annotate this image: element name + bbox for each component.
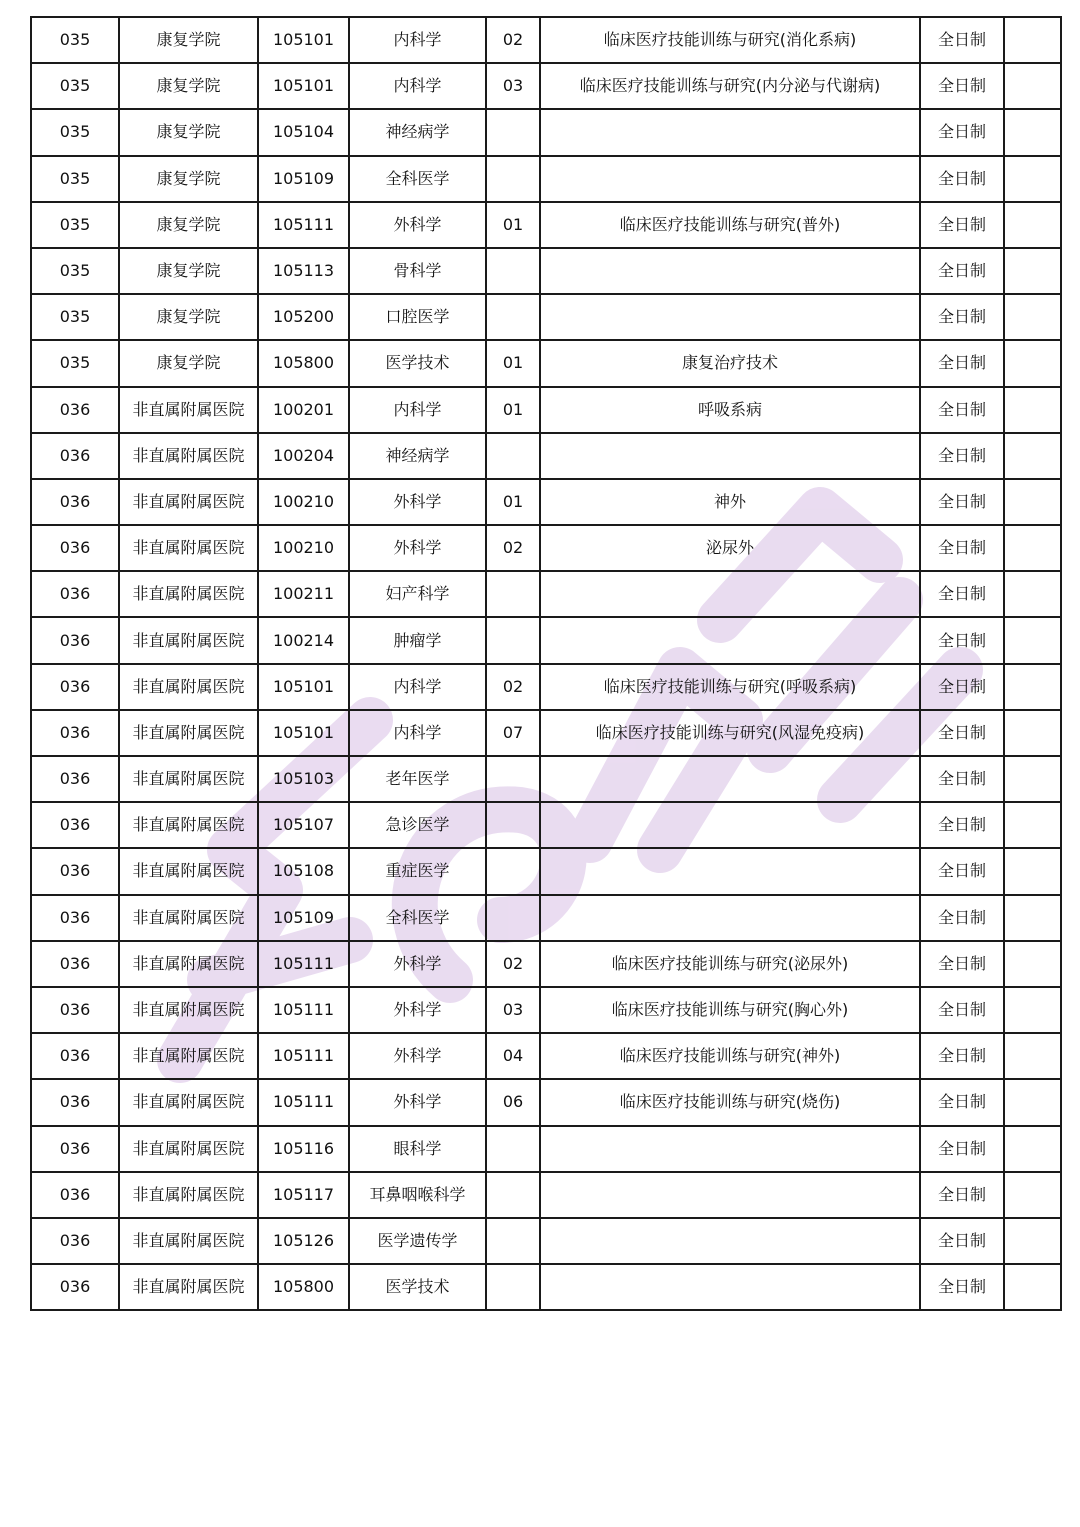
direction-name-cell — [540, 1172, 920, 1218]
note-cell — [1004, 941, 1061, 987]
college-name-cell: 康复学院 — [119, 248, 258, 294]
note-cell — [1004, 1218, 1061, 1264]
note-cell — [1004, 664, 1061, 710]
direction-code-cell — [486, 1218, 540, 1264]
study-mode-cell: 全日制 — [920, 571, 1004, 617]
college-name-cell: 非直属附属医院 — [119, 525, 258, 571]
enrollment-table — [30, 16, 1062, 1311]
major-name-cell: 眼科学 — [349, 1126, 486, 1172]
note-cell — [1004, 802, 1061, 848]
study-mode-cell: 全日制 — [920, 17, 1004, 63]
major-code-cell: 105111 — [258, 1033, 349, 1079]
unit-code-cell: 035 — [31, 294, 119, 340]
unit-code-cell: 036 — [31, 1033, 119, 1079]
unit-code-cell: 036 — [31, 617, 119, 663]
direction-code-cell: 02 — [486, 941, 540, 987]
major-name-cell: 骨科学 — [349, 248, 486, 294]
major-code-cell: 105200 — [258, 294, 349, 340]
college-name-cell: 康复学院 — [119, 202, 258, 248]
college-name-cell: 康复学院 — [119, 156, 258, 202]
direction-name-cell: 临床医疗技能训练与研究(内分泌与代谢病) — [540, 63, 920, 109]
major-name-cell: 神经病学 — [349, 433, 486, 479]
unit-code-cell: 036 — [31, 1218, 119, 1264]
major-name-cell: 重症医学 — [349, 848, 486, 894]
note-cell — [1004, 109, 1061, 155]
direction-code-cell — [486, 848, 540, 894]
direction-name-cell: 临床医疗技能训练与研究(风湿免疫病) — [540, 710, 920, 756]
table-row — [31, 63, 1061, 109]
study-mode-cell: 全日制 — [920, 802, 1004, 848]
direction-code-cell — [486, 248, 540, 294]
unit-code-cell: 036 — [31, 1079, 119, 1125]
major-code-cell: 105111 — [258, 1079, 349, 1125]
unit-code-cell: 036 — [31, 802, 119, 848]
major-code-cell: 100210 — [258, 479, 349, 525]
college-name-cell: 非直属附属医院 — [119, 1172, 258, 1218]
direction-code-cell: 02 — [486, 525, 540, 571]
direction-name-cell: 临床医疗技能训练与研究(神外) — [540, 1033, 920, 1079]
study-mode-cell: 全日制 — [920, 710, 1004, 756]
direction-code-cell — [486, 1172, 540, 1218]
direction-name-cell: 临床医疗技能训练与研究(消化系病) — [540, 17, 920, 63]
direction-name-cell: 临床医疗技能训练与研究(烧伤) — [540, 1079, 920, 1125]
study-mode-cell: 全日制 — [920, 1264, 1004, 1310]
direction-code-cell: 03 — [486, 63, 540, 109]
college-name-cell: 非直属附属医院 — [119, 1264, 258, 1310]
major-name-cell: 耳鼻咽喉科学 — [349, 1172, 486, 1218]
note-cell — [1004, 387, 1061, 433]
table-row — [31, 1126, 1061, 1172]
unit-code-cell: 036 — [31, 710, 119, 756]
table-row — [31, 1264, 1061, 1310]
table-row — [31, 109, 1061, 155]
direction-code-cell — [486, 433, 540, 479]
major-code-cell: 105101 — [258, 710, 349, 756]
direction-code-cell — [486, 756, 540, 802]
note-cell — [1004, 895, 1061, 941]
unit-code-cell: 036 — [31, 387, 119, 433]
direction-name-cell: 临床医疗技能训练与研究(胸心外) — [540, 987, 920, 1033]
note-cell — [1004, 248, 1061, 294]
unit-code-cell: 036 — [31, 433, 119, 479]
study-mode-cell: 全日制 — [920, 895, 1004, 941]
study-mode-cell: 全日制 — [920, 987, 1004, 1033]
unit-code-cell: 036 — [31, 525, 119, 571]
college-name-cell: 非直属附属医院 — [119, 571, 258, 617]
study-mode-cell: 全日制 — [920, 617, 1004, 663]
college-name-cell: 非直属附属医院 — [119, 941, 258, 987]
table-row — [31, 156, 1061, 202]
direction-name-cell: 呼吸系病 — [540, 387, 920, 433]
college-name-cell: 非直属附属医院 — [119, 710, 258, 756]
major-code-cell: 100211 — [258, 571, 349, 617]
unit-code-cell: 036 — [31, 1126, 119, 1172]
college-name-cell: 非直属附属医院 — [119, 1218, 258, 1264]
direction-code-cell — [486, 156, 540, 202]
study-mode-cell: 全日制 — [920, 941, 1004, 987]
table-row — [31, 1218, 1061, 1264]
college-name-cell: 康复学院 — [119, 340, 258, 386]
direction-name-cell — [540, 802, 920, 848]
study-mode-cell: 全日制 — [920, 1033, 1004, 1079]
major-code-cell: 105107 — [258, 802, 349, 848]
college-name-cell: 非直属附属医院 — [119, 1126, 258, 1172]
direction-name-cell — [540, 756, 920, 802]
college-name-cell: 非直属附属医院 — [119, 802, 258, 848]
major-code-cell: 105103 — [258, 756, 349, 802]
unit-code-cell: 036 — [31, 848, 119, 894]
direction-name-cell — [540, 248, 920, 294]
direction-code-cell — [486, 617, 540, 663]
college-name-cell: 非直属附属医院 — [119, 895, 258, 941]
table-row — [31, 571, 1061, 617]
direction-code-cell: 01 — [486, 479, 540, 525]
college-name-cell: 非直属附属医院 — [119, 387, 258, 433]
study-mode-cell: 全日制 — [920, 340, 1004, 386]
unit-code-cell: 036 — [31, 1264, 119, 1310]
table-row — [31, 248, 1061, 294]
direction-name-cell — [540, 571, 920, 617]
major-code-cell: 105800 — [258, 340, 349, 386]
note-cell — [1004, 1172, 1061, 1218]
major-name-cell: 口腔医学 — [349, 294, 486, 340]
direction-name-cell — [540, 848, 920, 894]
major-name-cell: 全科医学 — [349, 895, 486, 941]
note-cell — [1004, 1264, 1061, 1310]
direction-name-cell: 泌尿外 — [540, 525, 920, 571]
direction-name-cell: 神外 — [540, 479, 920, 525]
direction-code-cell — [486, 802, 540, 848]
unit-code-cell: 035 — [31, 17, 119, 63]
direction-name-cell — [540, 617, 920, 663]
major-code-cell: 100214 — [258, 617, 349, 663]
major-name-cell: 内科学 — [349, 710, 486, 756]
direction-code-cell — [486, 109, 540, 155]
college-name-cell: 非直属附属医院 — [119, 848, 258, 894]
table-row — [31, 617, 1061, 663]
study-mode-cell: 全日制 — [920, 756, 1004, 802]
major-name-cell: 内科学 — [349, 63, 486, 109]
table-row — [31, 387, 1061, 433]
table-row — [31, 987, 1061, 1033]
direction-code-cell: 02 — [486, 17, 540, 63]
table-row — [31, 479, 1061, 525]
college-name-cell: 康复学院 — [119, 63, 258, 109]
major-code-cell: 105109 — [258, 156, 349, 202]
major-name-cell: 妇产科学 — [349, 571, 486, 617]
direction-name-cell: 康复治疗技术 — [540, 340, 920, 386]
direction-code-cell — [486, 895, 540, 941]
direction-code-cell: 01 — [486, 340, 540, 386]
unit-code-cell: 036 — [31, 987, 119, 1033]
study-mode-cell: 全日制 — [920, 63, 1004, 109]
note-cell — [1004, 156, 1061, 202]
major-code-cell: 105111 — [258, 941, 349, 987]
note-cell — [1004, 710, 1061, 756]
major-code-cell: 105111 — [258, 987, 349, 1033]
study-mode-cell: 全日制 — [920, 387, 1004, 433]
major-name-cell: 外科学 — [349, 202, 486, 248]
major-name-cell: 外科学 — [349, 479, 486, 525]
college-name-cell: 康复学院 — [119, 294, 258, 340]
table-row — [31, 1033, 1061, 1079]
major-code-cell: 105126 — [258, 1218, 349, 1264]
unit-code-cell: 036 — [31, 941, 119, 987]
study-mode-cell: 全日制 — [920, 294, 1004, 340]
direction-code-cell: 06 — [486, 1079, 540, 1125]
major-name-cell: 医学技术 — [349, 1264, 486, 1310]
note-cell — [1004, 479, 1061, 525]
major-code-cell: 105101 — [258, 63, 349, 109]
unit-code-cell: 035 — [31, 156, 119, 202]
table-row — [31, 433, 1061, 479]
unit-code-cell: 035 — [31, 109, 119, 155]
table-row — [31, 525, 1061, 571]
unit-code-cell: 035 — [31, 340, 119, 386]
major-code-cell: 105108 — [258, 848, 349, 894]
note-cell — [1004, 63, 1061, 109]
direction-code-cell: 03 — [486, 987, 540, 1033]
major-code-cell: 100210 — [258, 525, 349, 571]
major-name-cell: 医学遗传学 — [349, 1218, 486, 1264]
note-cell — [1004, 340, 1061, 386]
direction-code-cell — [486, 571, 540, 617]
study-mode-cell: 全日制 — [920, 479, 1004, 525]
study-mode-cell: 全日制 — [920, 433, 1004, 479]
table-row — [31, 664, 1061, 710]
college-name-cell: 非直属附属医院 — [119, 433, 258, 479]
major-name-cell: 外科学 — [349, 525, 486, 571]
major-name-cell: 外科学 — [349, 941, 486, 987]
direction-name-cell: 临床医疗技能训练与研究(普外) — [540, 202, 920, 248]
table-row — [31, 202, 1061, 248]
study-mode-cell: 全日制 — [920, 525, 1004, 571]
major-code-cell: 100201 — [258, 387, 349, 433]
direction-code-cell — [486, 1126, 540, 1172]
college-name-cell: 非直属附属医院 — [119, 1079, 258, 1125]
table-row — [31, 710, 1061, 756]
direction-code-cell: 07 — [486, 710, 540, 756]
direction-code-cell: 02 — [486, 664, 540, 710]
direction-code-cell — [486, 1264, 540, 1310]
note-cell — [1004, 525, 1061, 571]
table-row — [31, 1079, 1061, 1125]
major-name-cell: 全科医学 — [349, 156, 486, 202]
table-row — [31, 756, 1061, 802]
table-row — [31, 1172, 1061, 1218]
study-mode-cell: 全日制 — [920, 1172, 1004, 1218]
table-row — [31, 294, 1061, 340]
direction-name-cell — [540, 156, 920, 202]
unit-code-cell: 035 — [31, 202, 119, 248]
table-row — [31, 895, 1061, 941]
unit-code-cell: 036 — [31, 664, 119, 710]
direction-name-cell — [540, 109, 920, 155]
study-mode-cell: 全日制 — [920, 664, 1004, 710]
major-name-cell: 医学技术 — [349, 340, 486, 386]
college-name-cell: 非直属附属医院 — [119, 617, 258, 663]
direction-name-cell: 临床医疗技能训练与研究(泌尿外) — [540, 941, 920, 987]
direction-name-cell — [540, 294, 920, 340]
major-name-cell: 内科学 — [349, 17, 486, 63]
college-name-cell: 非直属附属医院 — [119, 1033, 258, 1079]
direction-name-cell: 临床医疗技能训练与研究(呼吸系病) — [540, 664, 920, 710]
study-mode-cell: 全日制 — [920, 1218, 1004, 1264]
major-code-cell: 105101 — [258, 17, 349, 63]
table-row — [31, 848, 1061, 894]
major-code-cell: 105116 — [258, 1126, 349, 1172]
note-cell — [1004, 202, 1061, 248]
table-row — [31, 17, 1061, 63]
college-name-cell: 非直属附属医院 — [119, 479, 258, 525]
table-row — [31, 802, 1061, 848]
major-name-cell: 神经病学 — [349, 109, 486, 155]
major-name-cell: 内科学 — [349, 664, 486, 710]
unit-code-cell: 036 — [31, 571, 119, 617]
direction-name-cell — [540, 433, 920, 479]
direction-code-cell — [486, 294, 540, 340]
major-code-cell: 105800 — [258, 1264, 349, 1310]
note-cell — [1004, 617, 1061, 663]
major-code-cell: 105109 — [258, 895, 349, 941]
direction-code-cell: 01 — [486, 387, 540, 433]
major-name-cell: 外科学 — [349, 1033, 486, 1079]
major-code-cell: 105111 — [258, 202, 349, 248]
note-cell — [1004, 1126, 1061, 1172]
college-name-cell: 非直属附属医院 — [119, 664, 258, 710]
major-code-cell: 105104 — [258, 109, 349, 155]
study-mode-cell: 全日制 — [920, 156, 1004, 202]
unit-code-cell: 035 — [31, 248, 119, 294]
unit-code-cell: 035 — [31, 63, 119, 109]
note-cell — [1004, 1079, 1061, 1125]
unit-code-cell: 036 — [31, 1172, 119, 1218]
note-cell — [1004, 294, 1061, 340]
major-name-cell: 外科学 — [349, 1079, 486, 1125]
direction-name-cell — [540, 1264, 920, 1310]
table-row — [31, 340, 1061, 386]
major-code-cell: 105117 — [258, 1172, 349, 1218]
note-cell — [1004, 571, 1061, 617]
major-name-cell: 外科学 — [349, 987, 486, 1033]
note-cell — [1004, 1033, 1061, 1079]
major-name-cell: 急诊医学 — [349, 802, 486, 848]
major-code-cell: 105113 — [258, 248, 349, 294]
study-mode-cell: 全日制 — [920, 248, 1004, 294]
college-name-cell: 康复学院 — [119, 109, 258, 155]
unit-code-cell: 036 — [31, 479, 119, 525]
study-mode-cell: 全日制 — [920, 848, 1004, 894]
direction-code-cell: 04 — [486, 1033, 540, 1079]
note-cell — [1004, 987, 1061, 1033]
study-mode-cell: 全日制 — [920, 109, 1004, 155]
direction-name-cell — [540, 1218, 920, 1264]
table-row — [31, 941, 1061, 987]
major-code-cell: 105101 — [258, 664, 349, 710]
study-mode-cell: 全日制 — [920, 1126, 1004, 1172]
college-name-cell: 非直属附属医院 — [119, 987, 258, 1033]
major-name-cell: 老年医学 — [349, 756, 486, 802]
direction-name-cell — [540, 895, 920, 941]
major-name-cell: 内科学 — [349, 387, 486, 433]
study-mode-cell: 全日制 — [920, 1079, 1004, 1125]
study-mode-cell: 全日制 — [920, 202, 1004, 248]
unit-code-cell: 036 — [31, 895, 119, 941]
major-code-cell: 100204 — [258, 433, 349, 479]
note-cell — [1004, 848, 1061, 894]
table-body — [31, 17, 1061, 1310]
college-name-cell: 康复学院 — [119, 17, 258, 63]
direction-name-cell — [540, 1126, 920, 1172]
unit-code-cell: 036 — [31, 756, 119, 802]
direction-code-cell: 01 — [486, 202, 540, 248]
note-cell — [1004, 17, 1061, 63]
note-cell — [1004, 433, 1061, 479]
college-name-cell: 非直属附属医院 — [119, 756, 258, 802]
note-cell — [1004, 756, 1061, 802]
major-name-cell: 肿瘤学 — [349, 617, 486, 663]
